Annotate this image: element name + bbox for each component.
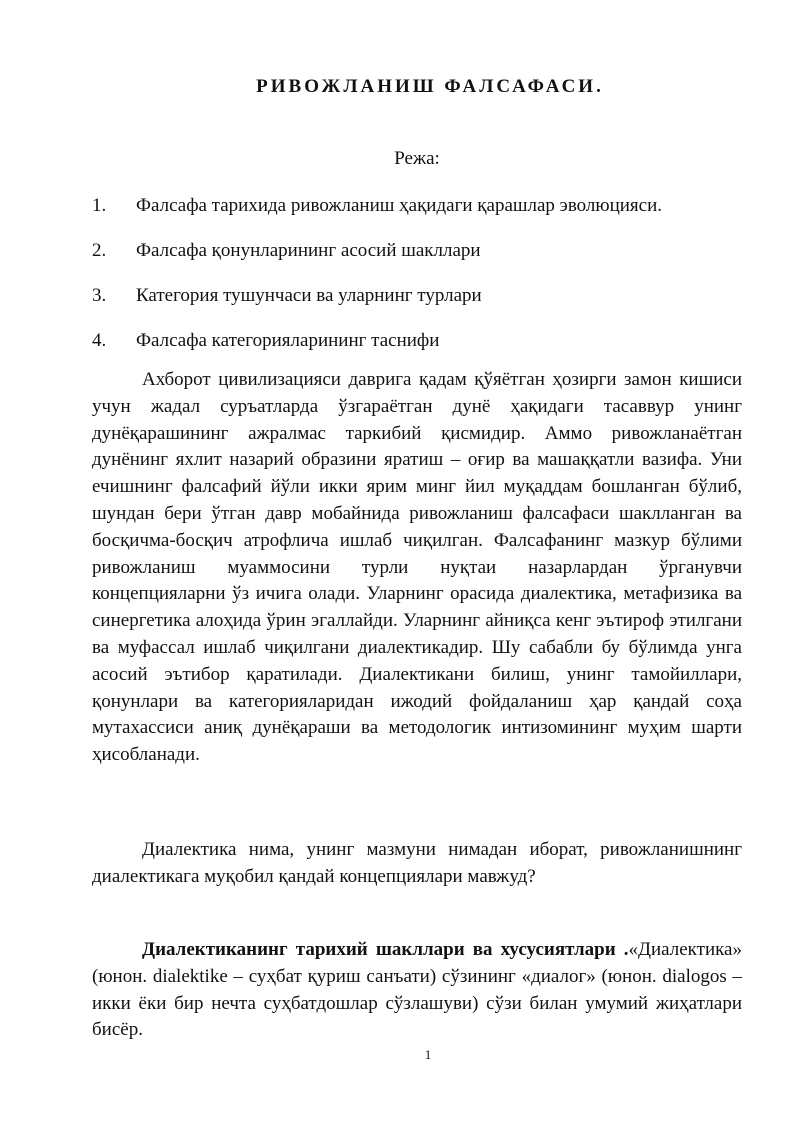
paragraph-dialectics-text: «Диалектика» (юнон. dialektike – суҳбат қуриш санъати) сўзининг «диалог» (юнон. dialogos – икки ёки бир нечта суҳбатдошлар сўзлашуви) сўзи билан умумий жиҳатлари бисёр. [92, 939, 742, 1041]
list-item [92, 195, 752, 240]
list-item [92, 285, 752, 330]
plan-heading: Режа: [394, 148, 440, 169]
document-title: РИВОЖЛАНИШ ФАЛСАФАСИ. [256, 76, 604, 97]
section-heading: Диалектиканинг тарихий шакллари ва хусусиятлари . [142, 939, 629, 960]
list-item-text: Фалсафа қонунларининг асосий шакллари [136, 240, 481, 261]
list-item [92, 240, 752, 285]
list-item-text: Фалсафа категорияларининг таснифи [136, 330, 440, 351]
plan-list [92, 195, 752, 375]
list-item-text: Фалсафа тарихида ривожланиш ҳақидаги қарашлар эволюцияси. [136, 195, 663, 216]
page-number: 1 [424, 1047, 432, 1062]
list-item-number: 1. [92, 195, 107, 216]
paragraph-dialectics [92, 937, 742, 1044]
list-item-number: 4. [92, 330, 107, 351]
paragraph-intro: Ахборот цивилизацияси даврига қадам қўяётган ҳозирги замон кишиси учун жадал суръатларда ўзгараётган дунё ҳақидаги тасаввур унинг дунёқарашининг ажралмас таркибий қисмидир. Аммо ривожланаётган дунёнинг яхлит назарий образини яратиш – оғир ва машаққатли вазифа. Уни ечишнинг фалсафий йўли икки ярим минг йил муқаддам бошланган бўлиб, шундан бери ўтган давр мобайнида ривожланиш фалсафаси шаклланган ва босқичма-босқич атрофлича ишлаб чиқилган. Фалсафанинг мазкур бўлими ривожланиш муаммосини турли нуқтаи назарлардан ўрганувчи концепцияларни ўз ичига олади. Уларнинг орасида диалектика, метафизика ва синергетика алоҳида ўрин эгаллайди. Уларнинг айниқса кенг эътироф этилгани ва муфассал ишлаб чиқилгани диалектикадир. Шу сабабли бу бўлимда унга асосий эътибор қаратилади. Диалектикани билиш, унинг тамойиллари, қонунлари ва категорияларидан ижодий фойдаланиш ҳар қандай соҳа мутахассиси аниқ дунёқараши ва методологик интизомининг муҳим шарти ҳисобланади. [92, 369, 742, 766]
list-item-text: Категория тушунчаси ва уларнинг турлари [136, 285, 482, 306]
list-item-number: 3. [92, 285, 107, 306]
list-item-number: 2. [92, 240, 107, 261]
paragraph-question: Диалектика нима, унинг мазмуни нимадан иборат, ривожланишнинг диалектикага муқобил қандай концепциялари мавжуд? [92, 839, 742, 887]
